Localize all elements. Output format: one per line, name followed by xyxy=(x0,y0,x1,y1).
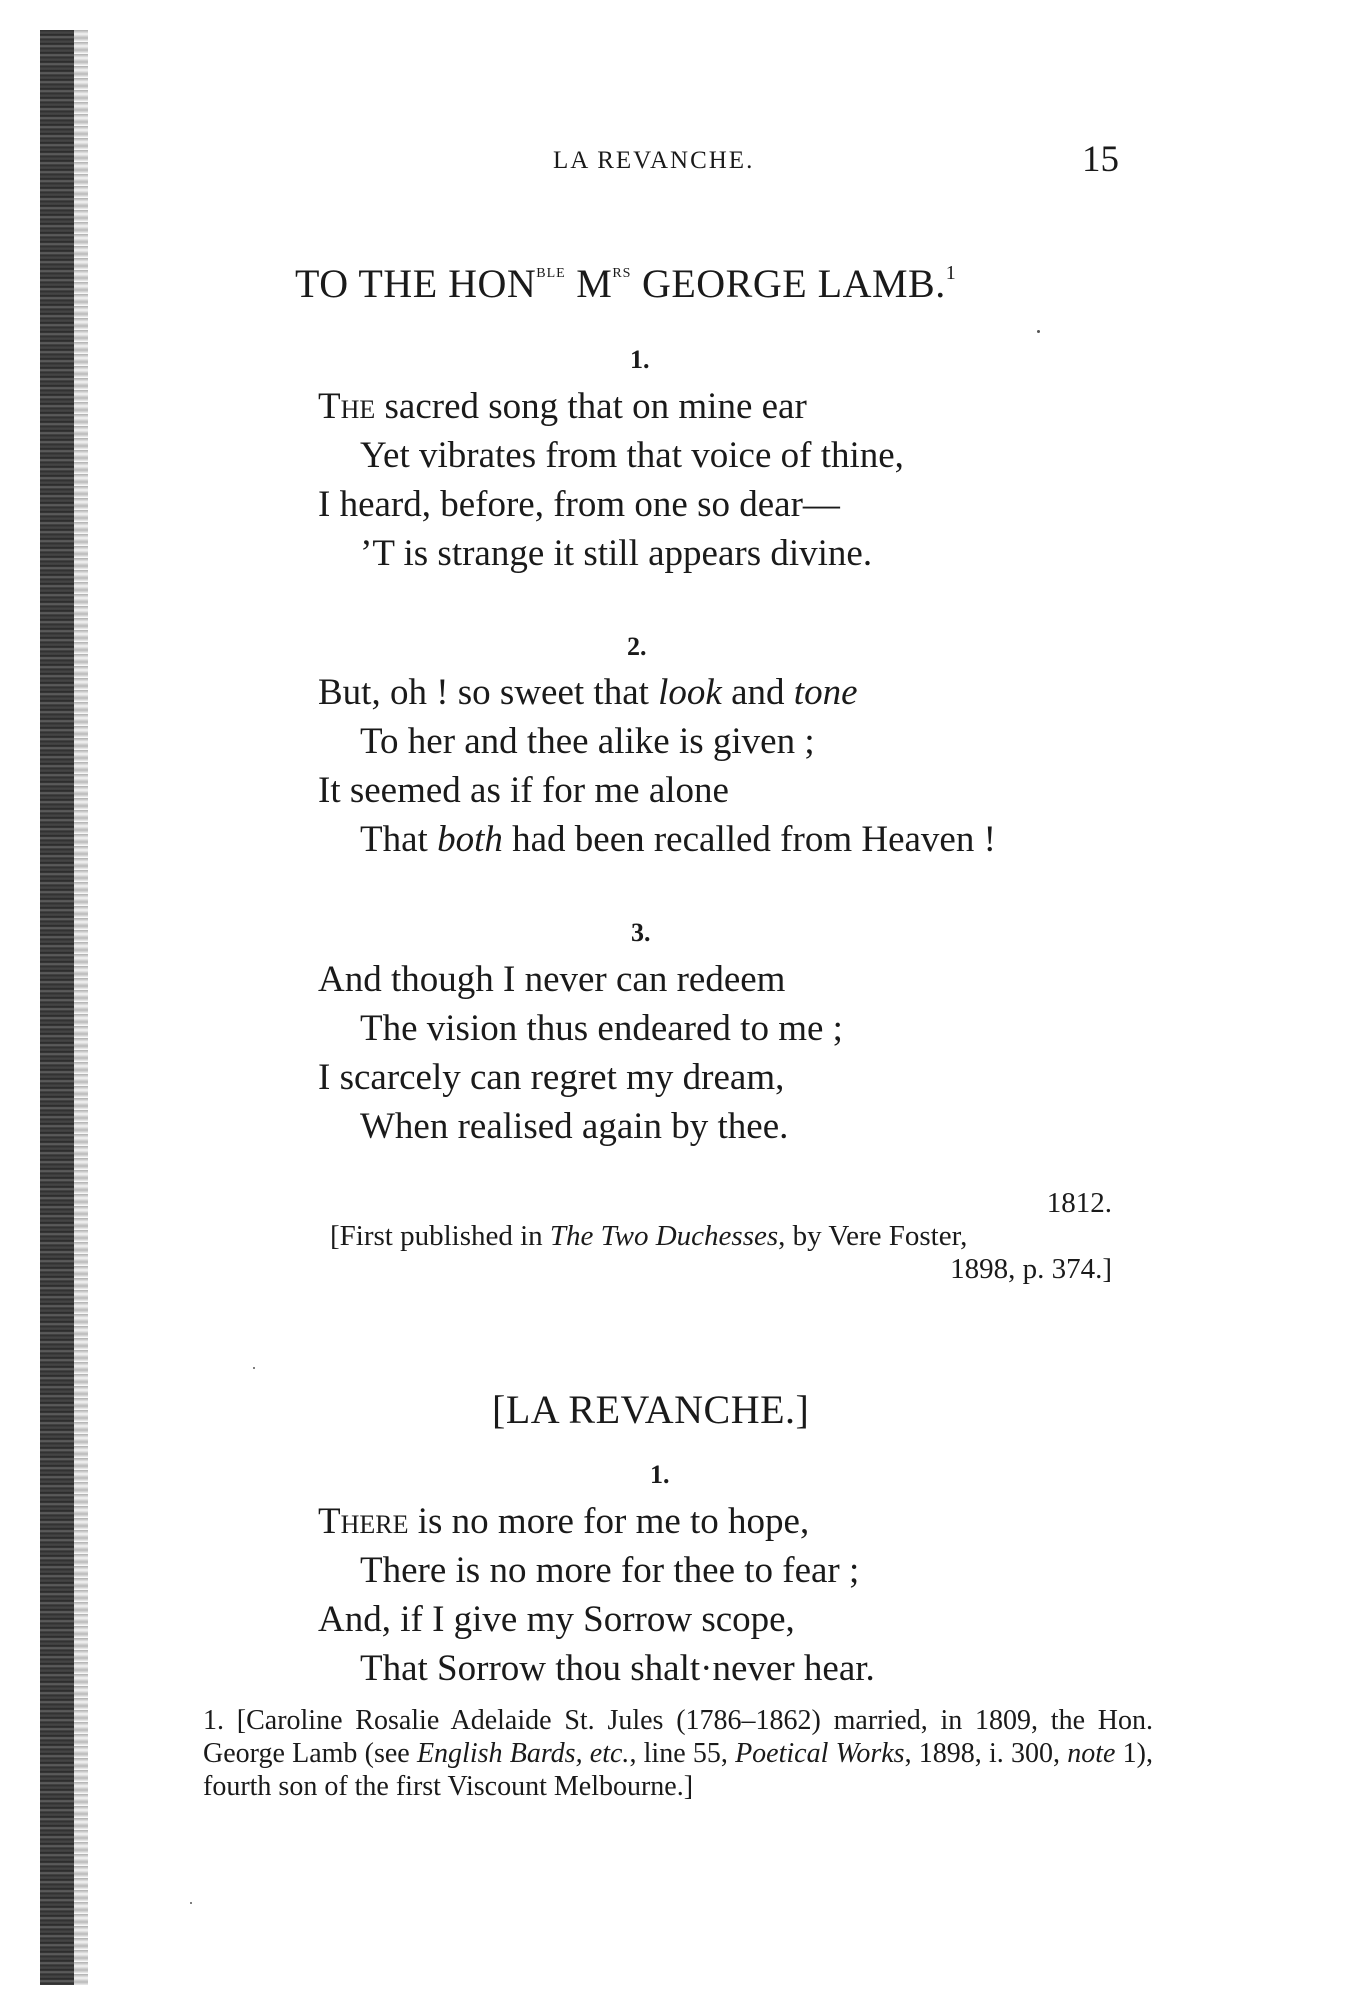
print-speck xyxy=(190,1902,192,1904)
publication-note xyxy=(330,1220,967,1253)
verse-text: and xyxy=(721,672,794,713)
publication-note-text: [First published in xyxy=(330,1220,550,1252)
verse-italic: both xyxy=(437,819,503,860)
verse-line: That Sorrow thou shalt·never hear. xyxy=(360,1648,875,1689)
verse-line xyxy=(318,1500,809,1543)
verse-line: The vision thus endeared to me ; xyxy=(360,1008,843,1049)
verse-line: It seemed as if for me alone xyxy=(318,770,729,811)
footnote xyxy=(203,1704,1153,1803)
verse-dropcap: There xyxy=(318,1501,409,1542)
stanza-number: 1. xyxy=(630,345,650,374)
verse-italic: tone xyxy=(793,672,858,713)
title-suffix: GEORGE LAMB. xyxy=(631,261,946,306)
verse-line: When realised again by thee. xyxy=(360,1106,789,1147)
poem-date: 1812. xyxy=(1046,1187,1112,1219)
verse-italic: look xyxy=(658,672,722,713)
publication-note-line2: 1898, p. 374.] xyxy=(950,1253,1112,1285)
verse-text: sacred song that on mine ear xyxy=(375,386,807,427)
verse-text: That xyxy=(360,819,438,860)
stanza-number: 3. xyxy=(631,918,651,947)
footnote-text: 1. [Caroline Rosalie Adelaide St. Jules (1786–1862) married, in 1809, the Hon. George Lamb (see xyxy=(203,1705,1153,1769)
title-superscript-ble: BLE xyxy=(536,266,566,281)
verse-text: is no more for me to hope, xyxy=(408,1501,810,1542)
verse-line: I heard, before, from one so dear— xyxy=(318,484,840,525)
title-mid: M xyxy=(565,261,613,306)
verse-dropcap: The xyxy=(318,386,376,427)
print-speck xyxy=(1037,330,1040,333)
verse-line: I scarcely can regret my dream, xyxy=(318,1057,785,1098)
verse-line: ’T is strange it still appears divine. xyxy=(360,533,873,574)
footnote-mark: 1 xyxy=(945,262,957,284)
verse-text: had been recalled from Heaven ! xyxy=(502,819,996,860)
footnote-italic: Poetical Works xyxy=(735,1738,905,1769)
footnote-italic: note xyxy=(1067,1738,1116,1769)
publication-note-text: , by Vere Foster, xyxy=(778,1220,968,1252)
stanza-number: 2. xyxy=(627,632,647,661)
footnote-italic: English Bards, etc. xyxy=(416,1738,630,1769)
stanza-number: 1. xyxy=(650,1460,670,1489)
title-superscript-rs: RS xyxy=(612,266,632,281)
verse-line xyxy=(318,385,807,428)
verse-line xyxy=(360,818,996,861)
footnote-text: , 1898, i. 300, xyxy=(904,1738,1068,1769)
poem-title: [LA REVANCHE.] xyxy=(492,1387,810,1432)
running-head: LA REVANCHE. xyxy=(553,147,755,174)
publication-title: The Two Duchesses xyxy=(549,1220,779,1252)
verse-line: To her and thee alike is given ; xyxy=(360,721,815,762)
book-binding-edge xyxy=(40,30,74,1985)
print-speck xyxy=(253,1367,255,1369)
footnote-text: , line 55, xyxy=(629,1738,736,1769)
verse-line: Yet vibrates from that voice of thine, xyxy=(360,435,904,476)
verse-line xyxy=(318,671,858,714)
footnote-text: 1), fourth son of the first Viscount Melbourne.] xyxy=(203,1738,1153,1802)
poem-title xyxy=(295,260,957,307)
verse-text: But, oh ! so sweet that xyxy=(318,672,659,713)
verse-line: And, if I give my Sorrow scope, xyxy=(318,1599,795,1640)
title-prefix: TO THE HON xyxy=(295,261,537,306)
verse-line: There is no more for thee to fear ; xyxy=(360,1550,860,1591)
page-number: 15 xyxy=(1082,139,1119,180)
verse-line: And though I never can redeem xyxy=(318,959,786,1000)
